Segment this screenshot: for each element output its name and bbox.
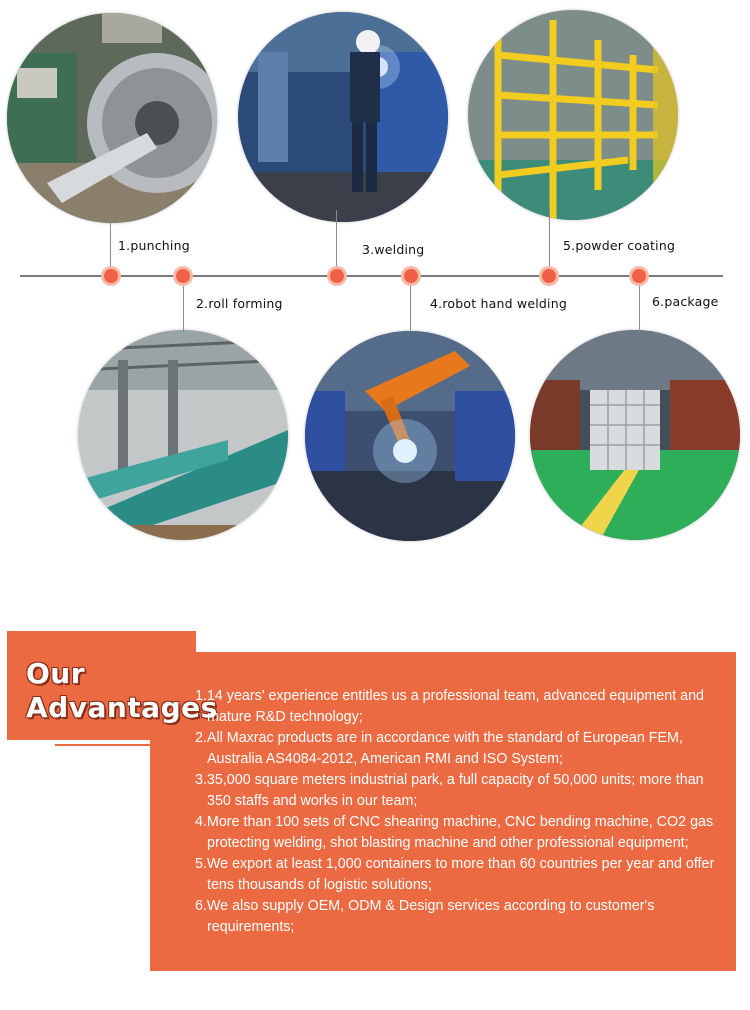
advantage-item: 3.35,000 square meters industrial park, a full capacity of 50,000 units; more than 350 staffs and works in our team; [195,772,704,809]
timeline-dot-powder-coating [542,269,556,283]
punching-photo [7,13,217,223]
advantages-title [26,657,218,725]
step-label-package: 6.package [652,294,719,309]
step-label-roll-forming: 2.roll forming [196,296,283,311]
timeline-dot-robot-welding [404,269,418,283]
robot-welding-photo [305,331,515,541]
step-label-powder-coating: 5.powder coating [563,238,676,253]
advantage-item: 6.We also supply OEM, ODM & Design services according to customer's requirements; [195,898,655,935]
advantage-item: 2.All Maxrac products are in accordance with the standard of European FEM, Australia AS4084-2012, American RMI and ISO System; [195,730,683,767]
timeline-dot-package [632,269,646,283]
advantage-item: 1.14 years' experience entitles us a professional team, advanced equipment and mature R&D technology; [195,688,704,725]
process-timeline [20,275,723,277]
roll-forming-photo [78,330,288,540]
connector-roll-forming [183,277,184,332]
package-photo [530,330,740,540]
connector-robot-welding [410,277,411,332]
connector-welding [336,210,337,275]
advantage-item: 4.More than 100 sets of CNC shearing machine, CNC bending machine, CO2 gas protecting welding, shot blasting machine and other professional equipment; [195,814,714,851]
step-label-robot-welding: 4.robot hand welding [430,296,567,311]
step-label-punching: 1.punching [118,238,190,253]
powder-coating-photo [468,10,678,220]
welding-photo [238,12,448,222]
timeline-dot-punching [104,269,118,283]
connector-package [639,277,640,332]
advantages-list [195,686,730,938]
connector-powder-coating [549,208,550,275]
advantage-item: 5.We export at least 1,000 containers to more than 60 countries per year and offer tens thousands of logistic solutions; [195,856,715,893]
advantages-underline [55,744,151,746]
advantages-title-line1: Our [26,657,86,690]
timeline-dot-roll-forming [176,269,190,283]
advantages-title-line2: Advantages [26,691,218,724]
timeline-dot-welding [330,269,344,283]
step-label-welding: 3.welding [362,242,425,257]
connector-punching [110,213,111,275]
